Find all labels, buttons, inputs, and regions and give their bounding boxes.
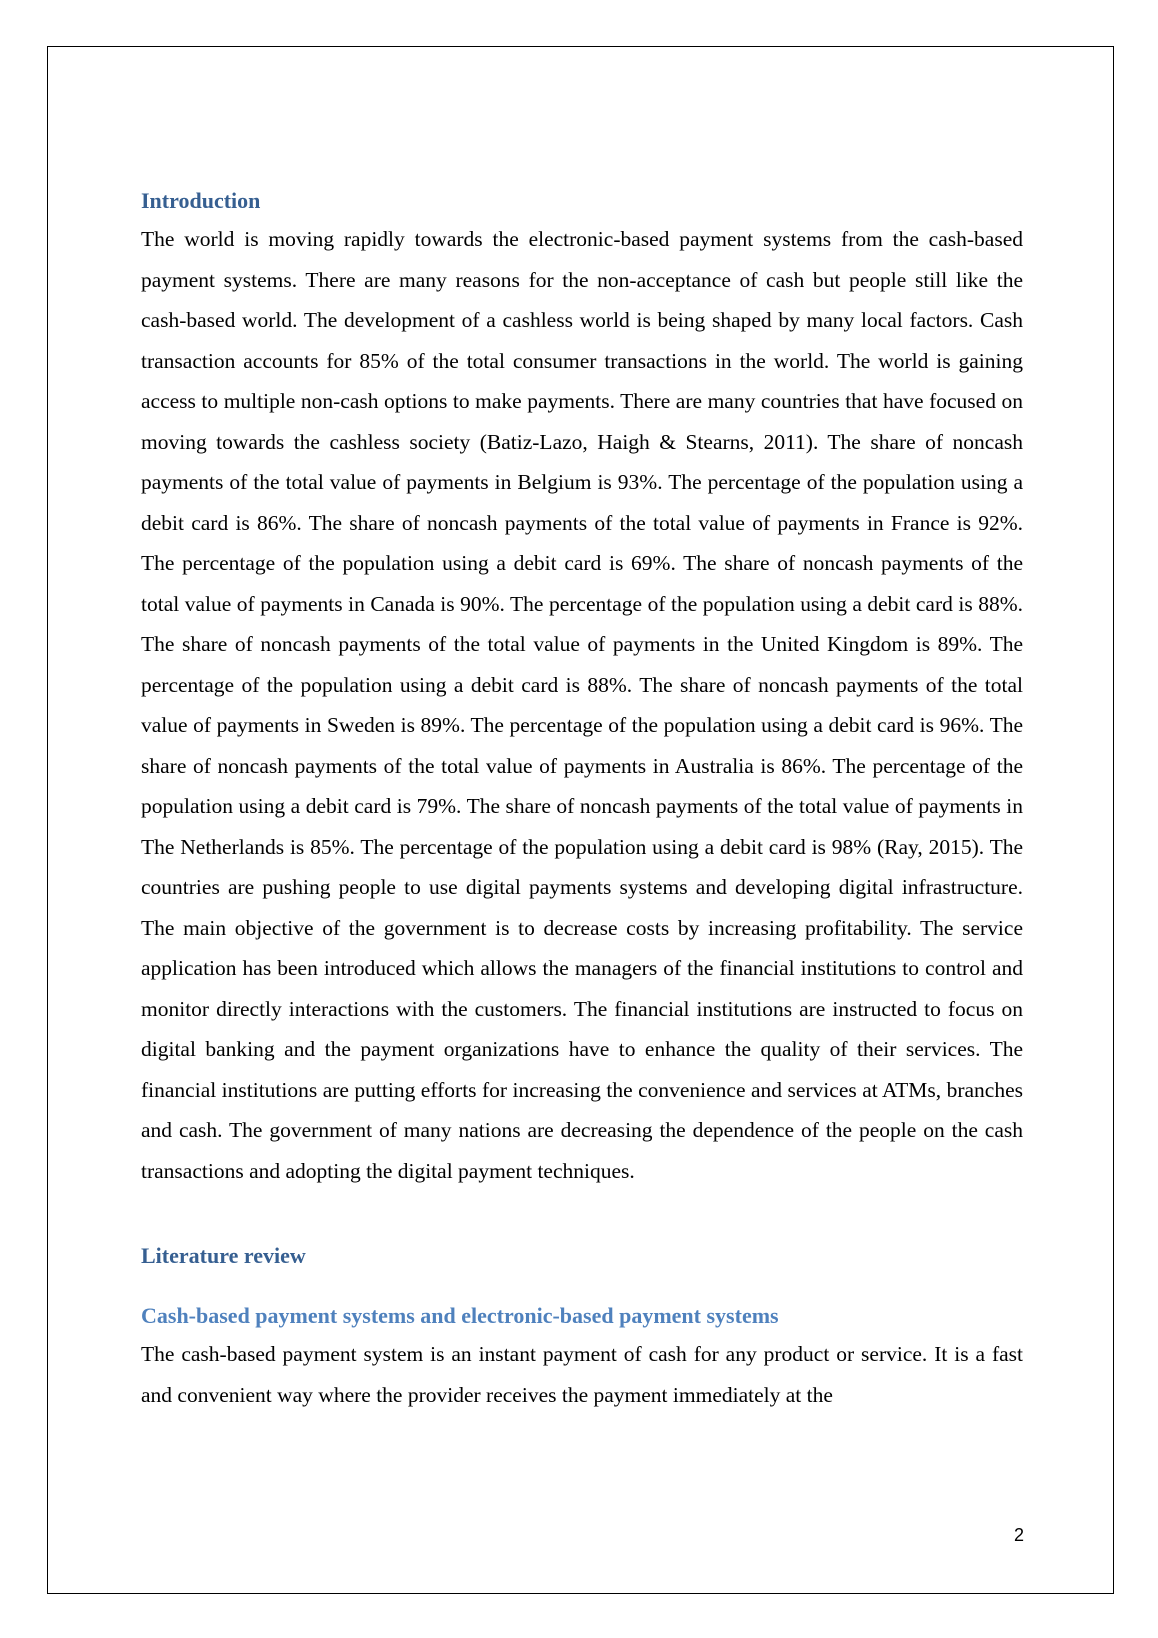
cash-electronic-paragraph: The cash-based payment system is an instant payment of cash for any product or service. It is a fast and convenient way where the provider receives the payment immediately at the: [141, 1342, 1023, 1407]
introduction-paragraph: The world is moving rapidly towards the electronic-based payment systems from the cash-based payment systems. There are many reasons for the non-acceptance of cash but people still like the cash-based world. The development of a cashless world is being shaped by many local factors. Cash transaction accounts for 85% of the total consumer transactions in the world. The world is gaining access to multiple non-cash options to make payments. There are many countries that have focused on moving towards the cashless society (Batiz-Lazo, Haigh & Stearns, 2011). The share of noncash payments of the total value of payments in Belgium is 93%. The percentage of the population using a debit card is 86%. The share of noncash payments of the total value of payments in France is 92%. The percentage of the population using a debit card is 69%. The share of noncash payments of the total value of payments in Canada is 90%. The percentage of the population using a debit card is 88%. The share of noncash payments of the total value of payments in the United Kingdom is 89%. The percentage of the population using a debit card is 88%. The share of noncash payments of the total value of payments in Sweden is 89%. The percentage of the population using a debit card is 96%. The share of noncash payments of the total value of payments in Australia is 86%. The percentage of the population using a debit card is 79%. The share of noncash payments of the total value of payments in The Netherlands is 85%. The percentage of the population using a debit card is 98% (Ray, 2015). The countries are pushing people to use digital payments systems and developing digital infrastructure. The main objective of the government is to decrease costs by increasing profitability. The service application has been introduced which allows the managers of the financial institutions to control and monitor directly interactions with the customers. The financial institutions are instructed to focus on digital banking and the payment organizations have to enhance the quality of their services. The financial institutions are putting efforts for increasing the convenience and services at ATMs, branches and cash. The government of many nations are decreasing the dependence of the people on the cash transactions and adopting the digital payment techniques.: [141, 227, 1023, 1183]
document-body: [141, 183, 1023, 1415]
page-number: 2: [1013, 1525, 1024, 1545]
cash-electronic-subheading: Cash-based payment systems and electronic-based payment systems: [141, 1303, 779, 1328]
introduction-heading: Introduction: [141, 188, 261, 213]
literature-review-heading: Literature review: [141, 1243, 306, 1268]
